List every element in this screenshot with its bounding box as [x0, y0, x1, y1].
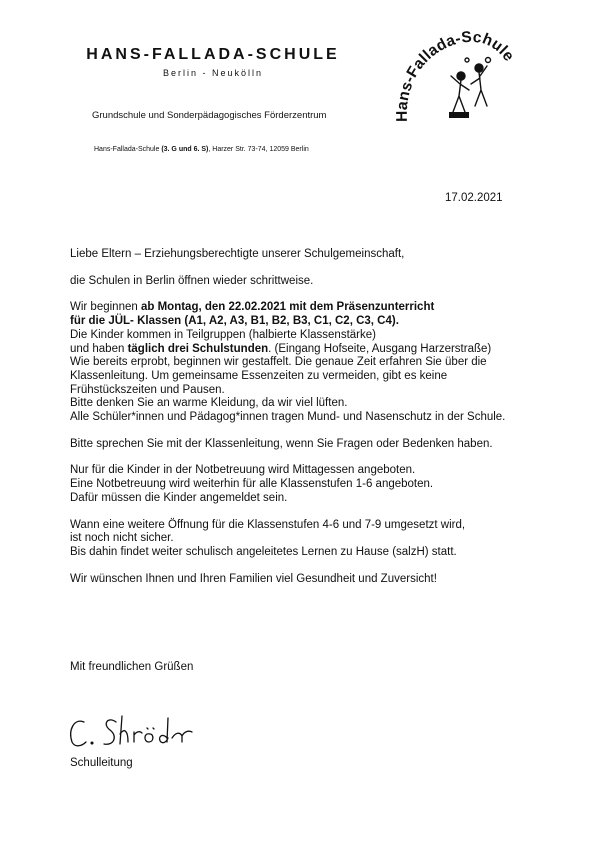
letter-date: 17.02.2021 [445, 192, 503, 204]
registration-line: Dafür müssen die Kinder angemeldet sein. [70, 491, 288, 504]
mask-requirement: Alle Schüler*innen und Pädagog*innen tragen Mund- und Nasenschutz in der Schule. [70, 411, 506, 424]
lunch-line: Nur für die Kinder in der Notbetreuung wird Mittagessen angeboten. [70, 464, 416, 477]
school-city: Berlin - Neukölln [162, 68, 264, 78]
contact-paragraph: Bitte sprechen Sie mit der Klassenleitung, wenn Sie Fragen oder Bedenken haben. [70, 437, 493, 450]
wishes-paragraph: Wir wünschen Ihnen und Ihren Familien viel Gesundheit und Zuversicht! [70, 572, 437, 585]
hours-prefix: und haben [70, 342, 128, 355]
groups-line: Die Kinder kommen in Teilgruppen (halbierte Klassenstärke) [70, 328, 376, 341]
warm-clothing: Bitte denken Sie an warme Kleidung, da wir viel lüften. [70, 397, 348, 410]
further-opening-line: Wann eine weitere Öffnung für die Klassenstufen 4-6 und 7-9 umgesetzt wird, [70, 518, 466, 531]
handwritten-signature [64, 708, 199, 753]
intro-paragraph: die Schulen in Berlin öffnen wieder schrittweise. [70, 274, 314, 287]
school-logo [393, 30, 533, 130]
salutation: Liebe Eltern – Erziehungsberechtigte unserer Schulgemeinschaft, [70, 248, 405, 260]
hours-bold: täglich drei Schulstunden [127, 342, 269, 355]
address-name: Hans-Fallada-Schule [94, 146, 162, 153]
reopening-start: Wir beginnen [70, 301, 141, 314]
reopening-date: ab Montag, den 22.02.2021 mit dem Präsenzunterricht [140, 301, 435, 314]
logo-children-figure [449, 58, 491, 119]
staggered-start: Wie bereits erprobt, beginnen wir gestaffelt. Die genaue Zeit erfahren Sie über die Klassenleitung. Um gemeinsame Essenzeiten zu vermeiden, gibt es keine Frühstückszeiten und Pausen. [70, 356, 487, 396]
address-rest: , Harzer Str. 73-74, 12059 Berlin [208, 146, 309, 153]
closing: Mit freundlichen Grüßen [70, 661, 194, 673]
address-classes: (3. G und 6. S) [161, 146, 209, 153]
salzh-line: Bis dahin findet weiter schulisch angeleitetes Lernen zu Hause (salzH) statt. [70, 545, 457, 558]
svg-text:Hans-Fallada-Schule [394, 30, 518, 122]
sender-address [94, 146, 309, 153]
logo-text: Hans-Fallada-Schule [393, 30, 518, 123]
reopening-classes: für die JÜL- Klassen (A1, A2, A3, B1, B2, B3, C1, C2, C3, C4). [70, 315, 399, 328]
further-opening-paragraph [70, 519, 530, 560]
school-type: Grundschule und Sonderpädagogisches Förderzentrum [92, 110, 327, 121]
emergency-care-paragraph [70, 464, 530, 505]
school-name: HANS-FALLADA-SCHULE [86, 46, 340, 63]
not-certain-line: ist noch nicht sicher. [70, 532, 174, 545]
signatory-role: Schulleitung [70, 757, 133, 769]
reopening-paragraph [70, 301, 530, 424]
letter-body [70, 248, 530, 586]
emergency-care-line: Eine Notbetreuung wird weiterhin für alle Klassenstufen 1-6 angeboten. [70, 478, 434, 491]
entrance-info: . (Eingang Hofseite, Ausgang Harzerstraße) [268, 342, 492, 355]
